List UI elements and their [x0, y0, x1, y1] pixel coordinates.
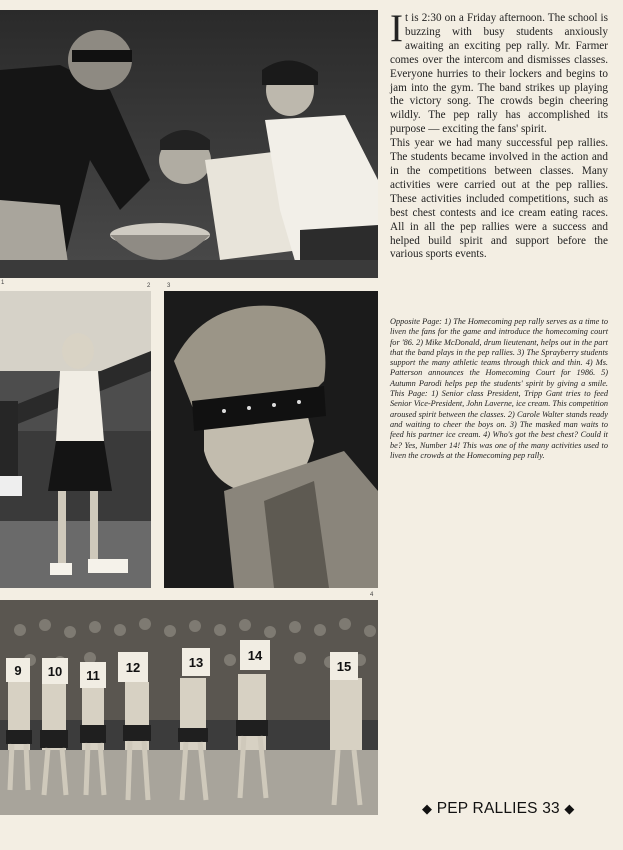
photo-ice-cream-race	[0, 10, 378, 278]
contest-sign-12: 12	[125, 660, 141, 675]
photo-number-4: 4	[370, 592, 374, 598]
page-folio	[422, 800, 612, 818]
contest-sign-13: 13	[188, 655, 204, 670]
photo-ice-cream-race-image	[0, 10, 378, 278]
photo-best-chest-contest-image	[0, 600, 378, 815]
section-title: PEP RALLIES	[436, 800, 538, 817]
photo-masked-man-image	[164, 291, 378, 588]
article-body	[390, 7, 608, 262]
article-paragraph-1-text: t is 2:30 on a Friday afternoon. The school is buzzing with busy students anxiously awaiting an exciting pep rally. Mr. Farmer comes over the intercom and dismisses classes. Everyone hurries to their lockers and begins to jam into the gym. The band strikes up playing the victory song. The crowds begin cheering wildly. The pep rally has accomplished its purpose — exciting the fans' spirit.	[390, 12, 608, 136]
photo-number-3: 3	[167, 283, 171, 289]
photo-cheerleader	[0, 291, 151, 588]
contest-sign-9: 9	[14, 663, 22, 678]
photo-best-chest-contest	[0, 600, 378, 815]
photo-number-1: 1	[1, 280, 5, 286]
diamond-icon: ◆	[564, 801, 575, 816]
article-paragraph-1	[390, 7, 608, 137]
photo-cheerleader-image	[0, 291, 151, 588]
photo-number-2: 2	[147, 283, 151, 289]
contest-sign-15: 15	[336, 659, 352, 674]
contest-sign-14: 14	[247, 648, 263, 663]
drop-cap: I	[390, 7, 403, 50]
page-number: 33	[542, 800, 560, 817]
article-paragraph-2: This year we had many successful pep rallies. The students became involved in the action and in the competitions between classes. Many activities were carried out at the pep rallies. These activities included competitions, such as best chest contests and ice cream eating races. All in all the pep rallies were a success and helped build spirit and support before the various sports events.	[390, 137, 608, 261]
photo-captions: Opposite Page: 1) The Homecoming pep rally serves as a time to liven the fans for the game and introduce the homecoming court for '86. 2) Mike McDonald, drum lieutenant, helps out in the part that the band plays in the pep rallies. 3) The Sprayberry students support the many athletic teams through thick and thin. 4) Ms. Patterson announces the Homecoming Court for 1986. 5) Autumn Parodi helps pep the students' spirit by giving a smile. This Page: 1) Senior class President, Tripp Gant tries to feed Senior Vice-President, John Laverne, ice cream. This competition aroused spirit between the classes. 2) Carole Walter stands ready and waiting to cheer the boys on. 3) The masked man waits to feed his partner ice cream. 4) Who's got the best chest? Could it be? Yes, Number 14! This was one of the many activities used to liven the crowds at the Homecoming pep rally.	[390, 317, 608, 460]
photo-masked-man	[164, 291, 378, 588]
contest-sign-11: 11	[86, 668, 100, 683]
contest-sign-10: 10	[47, 664, 63, 679]
diamond-icon: ◆	[422, 801, 433, 816]
